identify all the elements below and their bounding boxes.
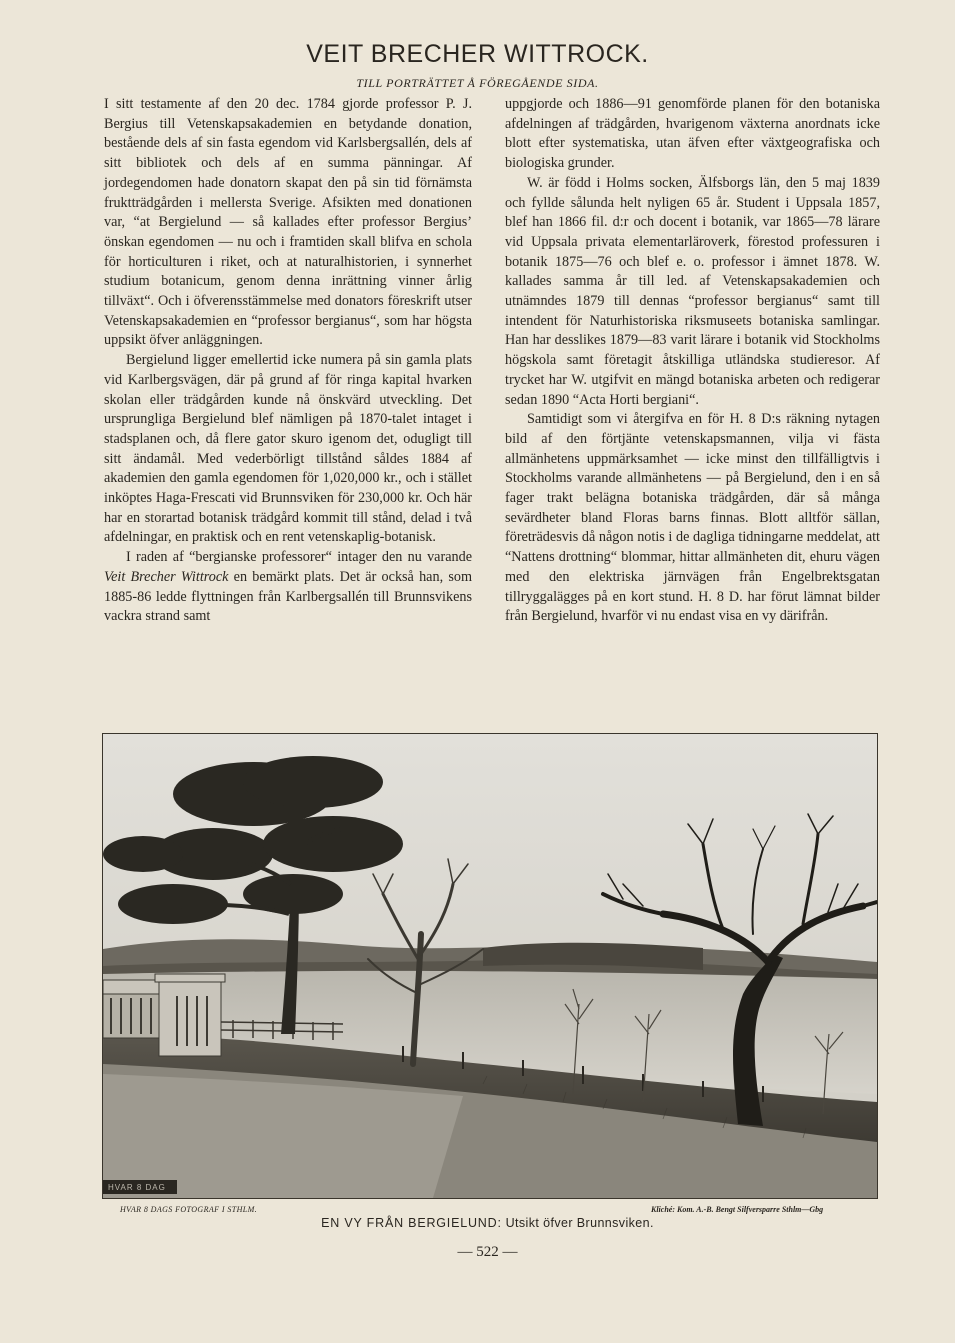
left-column — [104, 95, 472, 627]
paragraph: I sitt testamente af den 20 dec. 1784 gjorde professor P. J. Bergius till Vetenskapsakademien en betydande donation, bestående dels af sin fasta egendom vid Karlsbergsallén, dels af sitt bibliotek och dels af en summa pänningar. Af jordegendomen hade donatorn skapat den på sin tid förnämsta fruktträdgården i mellersta Sverige. Afsikten med donationen var, “at Bergielund — så kallades efter professor Bergius’ önskan egendomen — nu och i framtiden skall blifva en schola för horticulturen i riket, och at naturalhistorien, i synnerhet studium botanicum, genom denna inrättning vinner årlig tillväxt“. Och i öfverensstämmelse med donators föreskrift utser Vetenskapsakademien en “professor bergianus“, som har högsta uppsikt öfver anläggningen. — [104, 96, 472, 349]
right-column — [505, 95, 880, 627]
photo-illustration — [103, 734, 877, 1198]
person-name: Veit Brecher Wittrock — [104, 568, 229, 585]
engraver-credit: Kliché: Kom. A.-B. Bengt Silfversparre Sthlm—Gbg — [651, 1205, 824, 1214]
paragraph-text: I raden af “bergianske professorer“ intager den nu varande — [126, 549, 472, 566]
photo-watermark: HVAR 8 DAG — [108, 1183, 166, 1192]
paragraph-text: en bemärkt plats. Det är också han, som 1885-86 ledde flyttningen från Karlbergsallén till Brunnsvikens vackra strand samt — [104, 568, 472, 625]
caption-lead: EN VY FRÅN BERGIELUND: — [321, 1216, 502, 1230]
photo-credit: HVAR 8 DAGS FOTOGRAF I STHLM. — [120, 1205, 258, 1214]
paragraph — [104, 548, 472, 627]
paragraph: Bergielund ligger emellertid icke numera på sin gamla plats vid Karlbergsvägen, där på grund af för ringa kapital hvarken skolan eller trädgården kunde nå önskvärd utveckling. Det ursprungliga Bergielund blef nämligen på 1870-talet intaget i stadsplanen och, då flere gator skuro igenom det, odugligt till sitt ändamål. Med vederbörligt tillstånd såldes 1884 af akademien den gamla egendomen för 1,020,000 kr., och i stället inköptes Haga-Frescati vid Brunnsviken för 230,000 kr. Och här har en storartad botanisk trädgård kommit till stånd, delad i två afdelningar, en praktisk och en rent vetenskaplig-botanisk. — [104, 352, 472, 546]
paragraph: Samtidigt som vi återgifva en för H. 8 D:s räkning nytagen bild af den förtjänte vetenskapsmannen, vilja vi fästa allmänhetens uppmärksamhet — icke minst den tillfälligtvis i Stockholms varande allmänhetens — på Bergielund, den i en så fager trakt belägna botaniska trädgården, där så många sevärdheter bland Floras barns finnas. Blott alltför sällan, företrädesvis då någon notis i de dagliga tidningarne meddelat, att “Nattens drottning“ blommar, hittar allmänheten dit, ehuru vägen med den elektriska järnvägen från Engelbrektsgatan tillryggalägges på en kort stund. H. 8 D. har förut lämnat bilder från Bergielund, hvarför vi nu endast visa en vy därifrån. — [505, 411, 880, 625]
article-subtitle: TILL PORTRÄTTET Å FÖREGÅENDE SIDA. — [356, 76, 599, 90]
page-number: — 522 — — [457, 1244, 518, 1260]
caption-text: Utsikt öfver Brunnsviken. — [505, 1216, 654, 1230]
paragraph: uppgjorde och 1886—91 genomförde planen för den botaniska afdelningen af trädgården, hvarigenom växterna anordnats icke blott efter systematiska, utan äfven efter växtgeografiska och biologiska grunder. — [505, 96, 880, 172]
article-title: VEIT BRECHER WITTROCK. — [306, 40, 649, 68]
landscape-photo — [102, 733, 878, 1199]
photo-caption — [0, 1216, 955, 1230]
paragraph: W. är född i Holms socken, Älfsborgs län, den 5 maj 1839 och fyllde sålunda helt nyligen 65 år. Student i Uppsala 1857, blef han 1866 fil. d:r och docent i botanik, var 1865—78 lärare vid Uppsala privata elementarläroverk, förestod professuren i botanik 1875—76 och blef e. o. professor i ämnet 1878. W. kallades samma år till led. af Vetenskapsakademien och utnämndes 1879 till dennas “professor bergianus“ samt till intendent för Naturhistoriska riksmuseets botaniska samlingar. Han har desslikes 1879—83 varit lärare i botanik vid Stockholms högskola samt företagit åtskilliga utländska studieresor. Af trycket har W. utgifvit en mängd botaniska arbeten och redigerar sedan 1890 “Acta Horti bergiani“. — [505, 174, 880, 408]
